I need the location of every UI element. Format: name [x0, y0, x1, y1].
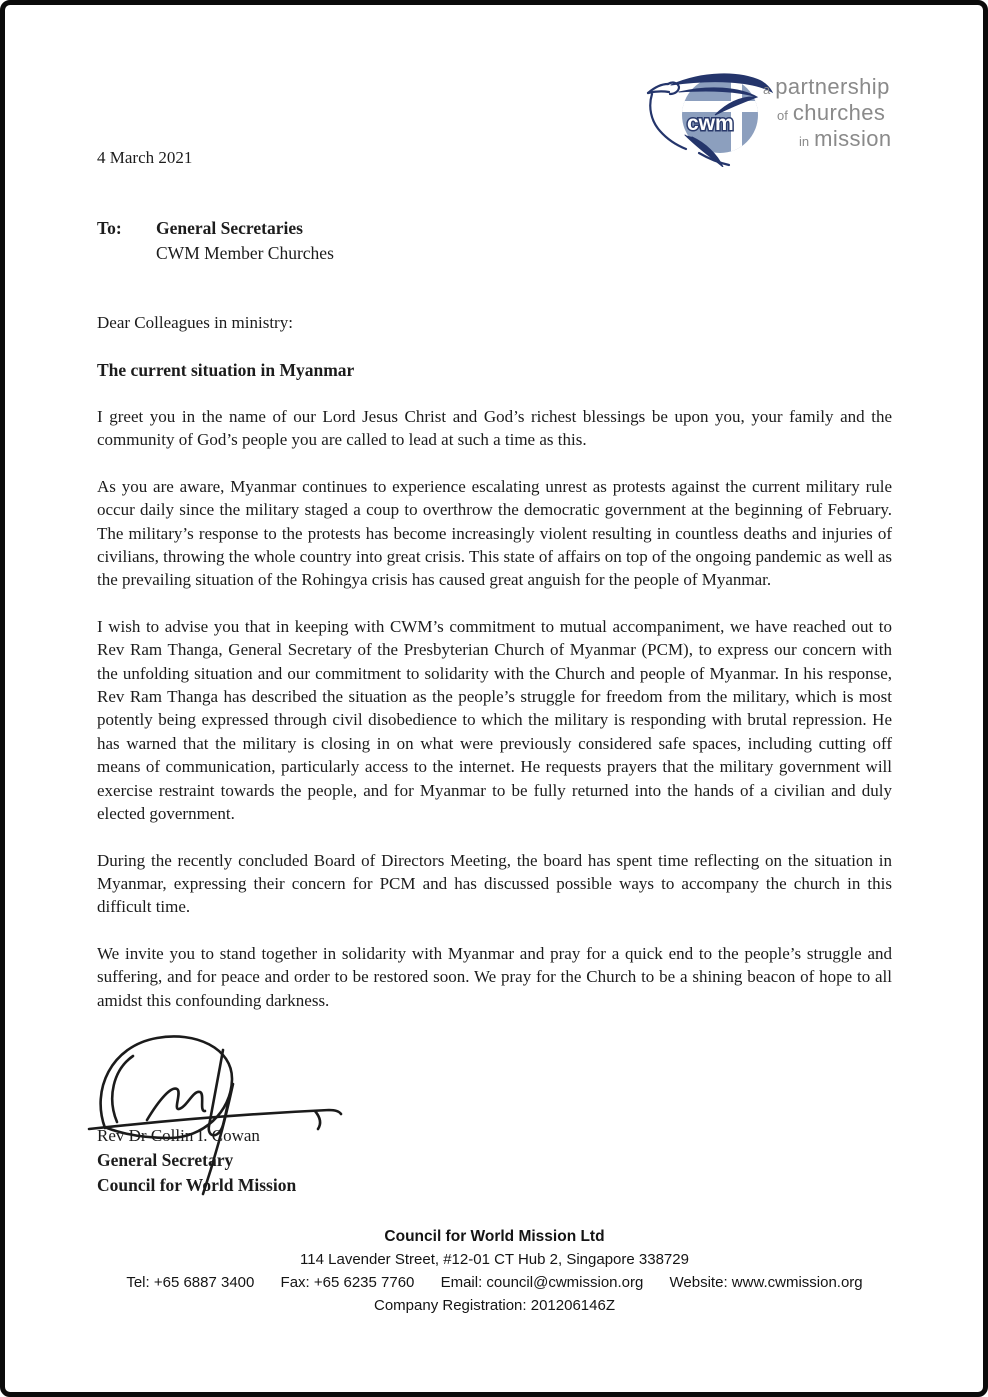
signature-area: [97, 1026, 892, 1122]
tagline-small-word: of: [777, 108, 788, 123]
signatory-name: Rev Dr Collin I. Cowan: [97, 1125, 260, 1145]
letter-date: 4 March 2021: [97, 148, 193, 167]
to-label: To:: [97, 218, 122, 238]
logo-tagline: [763, 75, 892, 153]
body-paragraph: We invite you to stand together in solidarity with Myanmar and pray for a quick end to the people’s struggle and suffering, and for peace and order to be restored soon. We pray for the Church to be a shining beacon of hope to all amidst this confounding darkness.: [97, 943, 892, 1010]
signatory-title: General Secretary: [97, 1149, 234, 1170]
recipient-org: CWM Member Churches: [156, 243, 334, 263]
footer-company-name: Council for World Mission Ltd: [384, 1227, 605, 1245]
tagline-big-word: partnership: [775, 74, 890, 99]
footer-fax: Fax: +65 6235 7760: [280, 1273, 415, 1291]
footer-tel: Tel: +65 6887 3400: [126, 1273, 255, 1291]
footer-email: Email: council@cwmission.org: [440, 1273, 644, 1291]
tagline-line: [763, 101, 892, 127]
footer-website: Website: www.cwmission.org: [669, 1273, 863, 1291]
footer-address: 114 Lavender Street, #12-01 CT Hub 2, Singapore 338729: [300, 1250, 689, 1268]
signatory-org: Council for World Mission: [97, 1174, 297, 1195]
tagline-line: [763, 75, 892, 101]
tagline-big-word: churches: [792, 100, 886, 125]
recipient-block: [97, 216, 892, 266]
body-paragraph: I greet you in the name of our Lord Jesus Christ and God’s richest blessings be upon you, your family and the community of God’s people you are called to lead at such a time as this.: [97, 407, 892, 450]
recipient-name: General Secretaries: [156, 218, 303, 238]
body-paragraph: During the recently concluded Board of Directors Meeting, the board has spent time reflecting on the situation in Myanmar, expressing their concern for PCM and has discussed possible ways to accompany the church in this difficult time.: [97, 850, 892, 917]
footer-contact-line: [97, 1271, 892, 1294]
subject-line: The current situation in Myanmar: [97, 360, 355, 380]
body-paragraph: As you are aware, Myanmar continues to experience escalating unrest as protests against the current military rule occur daily since the military staged a coup to overthrow the democratic government at the beginning of February. The military’s response to the protests has become increasingly violent resulting in countless deaths and injuries of civilians, throwing the whole country into great crisis. This state of affairs on top of the ongoing pandemic as well as the prevailing situation of the Rohingya crisis has caused great anguish for the people of Myanmar.: [97, 476, 892, 590]
salutation: Dear Colleagues in ministry:: [97, 313, 293, 332]
footer-registration: Company Registration: 201206146Z: [374, 1296, 615, 1314]
tagline-small-word: a: [763, 82, 771, 97]
body-paragraph: I wish to advise you that in keeping with CWM’s commitment to mutual accompaniment, we have reached out to Rev Ram Thanga, General Secretary of the Presbyterian Church of Myanmar (PCM), to express our concern with the unfolding situation and our commitment to solidarity with the Church and people of Myanmar. In his response, Rev Ram Thanga has described the situation as the people’s struggle for freedom from the military, which is most potently being expressed through civil disobedience to which the military is responding with brutal repression. He has warned that the military is closing in on what were previously considered safe spaces, including cutting off means of communication, particularly access to the internet. He requests prayers that the military government will exercise restraint towards the people, and for Myanmar to be fully returned into the hands of a civilian and duly elected government.: [97, 616, 892, 824]
tagline-small-word: in: [799, 134, 810, 149]
letter-footer: [97, 1225, 892, 1317]
tagline-big-word: mission: [814, 126, 892, 151]
logo-acronym: cwm: [687, 112, 734, 135]
tagline-line: [763, 127, 892, 153]
